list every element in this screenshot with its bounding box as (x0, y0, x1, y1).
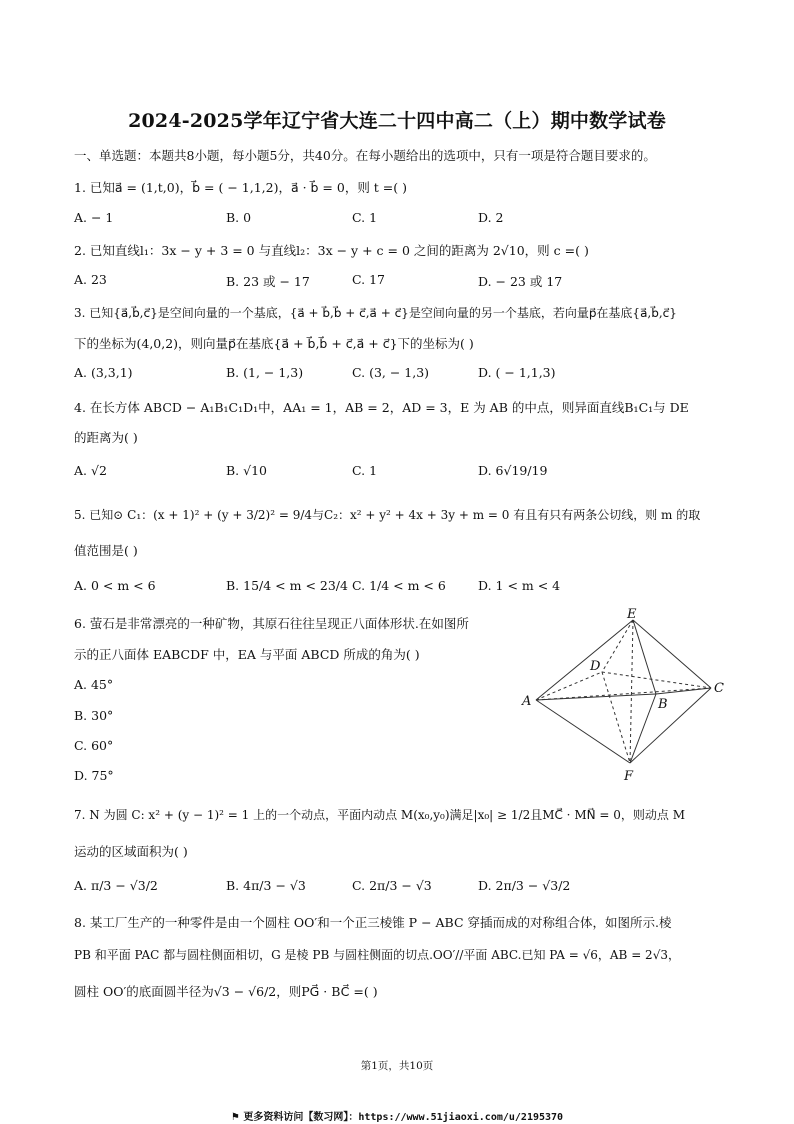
question-4-stem-line-1: 4. 在长方体 ABCD − A₁B₁C₁D₁中，AA₁ = 1，AB = 2，AD = 3，E 为 AB 的中点，则异面直线B₁C₁与 DE (74, 400, 689, 415)
question-8-stem-line-3: 圆柱 OO′的底面圆半径为√3 − √6/2，则PG⃗ · BC⃗ =( ) (74, 984, 378, 999)
page-footer: 第1页，共10页 (360, 1060, 434, 1072)
edge-af (536, 700, 630, 763)
question-6-option-d[interactable]: D. 75° (74, 768, 114, 783)
vertex-label-e: E (627, 608, 637, 622)
edge-bf (630, 694, 656, 763)
section-heading: 一、单选题：本题共8小题，每小题5分，共40分。在每小题给出的选项中，只有一项是符合题目要求的。 (74, 148, 656, 163)
question-7-stem-line-2: 运动的区域面积为( ) (74, 844, 188, 859)
question-6-stem-line-2: 示的正八面体 EABCDF 中，EA 与平面 ABCD 所成的角为( ) (74, 647, 420, 662)
question-1-option-d[interactable]: D. 2 (478, 210, 504, 225)
page-title: 2024-2025学年辽宁省大连二十四中高二（上）期中数学试卷 (128, 110, 666, 132)
question-3-option-b[interactable]: B. (1, − 1,3) (226, 365, 304, 380)
edge-df (602, 672, 630, 763)
edge-eb (633, 620, 656, 694)
question-8-stem-line-2: PB 和平面 PAC 都与圆柱侧面相切，G 是棱 PB 与圆柱侧面的切点.OO′//平面 ABC.已知 PA = √6，AB = 2√3， (74, 948, 680, 962)
question-5-option-c[interactable]: C. 1/4 < m < 6 (352, 578, 446, 593)
question-3-options (74, 365, 734, 383)
question-4-options (74, 463, 734, 481)
edge-ac (536, 688, 711, 700)
question-6-option-b[interactable]: B. 30° (74, 708, 114, 723)
question-5-options (74, 578, 734, 596)
edge-ef (630, 620, 633, 763)
question-2-option-a[interactable]: A. 23 (74, 272, 107, 287)
question-7-option-d[interactable]: D. 2π/3 − √3/2 (478, 878, 571, 893)
question-5-option-a[interactable]: A. 0 < m < 6 (74, 578, 156, 593)
promo-banner[interactable] (0, 1108, 794, 1123)
question-1-option-c[interactable]: C. 1 (352, 210, 378, 225)
question-7-stem-line-1: 7. N 为圆 C: x² + (y − 1)² = 1 上的一个动点，平面内动点 M(x₀,y₀)满足|x₀| ≥ 1/2且MC⃗ · MN⃗ = 0，则动点 M (74, 808, 685, 822)
question-2-option-c[interactable]: C. 17 (352, 272, 385, 287)
question-3-option-a[interactable]: A. (3,3,1) (74, 365, 133, 380)
vertex-label-a: A (522, 694, 532, 709)
question-4-option-b[interactable]: B. √10 (226, 463, 268, 478)
question-6-option-c[interactable]: C. 60° (74, 738, 114, 753)
vertex-label-d: D (590, 659, 601, 674)
question-5-stem-line-2: 值范围是( ) (74, 543, 138, 558)
question-8-stem-line-1: 8. 某工厂生产的一种零件是由一个圆柱 OO′和一个正三棱锥 P − ABC 穿插而成的对称组合体，如图所示.棱 (74, 915, 672, 930)
question-3-stem-line-1: 3. 已知{a⃗,b⃗,c⃗}是空间向量的一个基底，{a⃗ + b⃗,b⃗ + c⃗,a⃗ + c⃗}是空间向量的另一个基底，若向量p⃗在基底{a⃗,b⃗,c⃗} (74, 306, 677, 320)
question-5-option-d[interactable]: D. 1 < m < 4 (478, 578, 561, 593)
question-1-options (74, 210, 734, 228)
question-1-option-b[interactable]: B. 0 (226, 210, 252, 225)
edge-cf (630, 688, 711, 763)
question-6-option-a[interactable]: A. 45° (74, 677, 114, 692)
question-2-options (74, 272, 734, 290)
question-1-option-a[interactable]: A. − 1 (74, 210, 114, 225)
question-4-option-d[interactable]: D. 6√19/19 (478, 463, 548, 478)
question-3-stem-line-2: 下的坐标为(4,0,2)，则向量p⃗在基底{a⃗ + b⃗,b⃗ + c⃗,a⃗ + c⃗}下的坐标为( ) (74, 336, 474, 351)
octahedron-figure (520, 608, 740, 786)
edge-ed (602, 620, 633, 672)
question-5-option-b[interactable]: B. 15/4 < m < 23/4 (226, 578, 348, 593)
flag-icon: ⚑ (230, 1112, 244, 1123)
question-6-stem-line-1: 6. 萤石是非常漂亮的一种矿物，其原石往往呈现正八面体形状.在如图所 (74, 616, 469, 631)
question-5-stem-line-1: 5. 已知⊙ C₁：(x + 1)² + (y + 3/2)² = 9/4与C₂：x² + y² + 4x + 3y + m = 0 有且有只有两条公切线，则 m 的取 (74, 508, 701, 522)
vertex-label-c: C (714, 681, 724, 696)
vertex-label-f: F (624, 769, 634, 784)
question-7-option-c[interactable]: C. 2π/3 − √3 (352, 878, 432, 893)
question-2-option-d[interactable]: D. − 23 或 17 (478, 274, 563, 289)
question-3-option-c[interactable]: C. (3, − 1,3) (352, 365, 430, 380)
question-4-stem-line-2: 的距离为( ) (74, 430, 138, 445)
question-4-option-c[interactable]: C. 1 (352, 463, 378, 478)
question-3-option-d[interactable]: D. ( − 1,1,3) (478, 365, 556, 380)
question-7-option-a[interactable]: A. π/3 − √3/2 (74, 878, 158, 893)
promo-text[interactable]: 更多资料访问【数习网】：https://www.51jiaoxi.com/u/2195370 (243, 1112, 564, 1123)
vertex-label-b: B (658, 697, 668, 712)
question-7-options (74, 878, 734, 896)
question-1-stem: 1. 已知a⃗ = (1,t,0)，b⃗ = ( − 1,1,2)，a⃗ · b⃗ = 0，则 t =( ) (74, 180, 408, 195)
question-2-stem: 2. 已知直线l₁：3x − y + 3 = 0 与直线l₂：3x − y + c = 0 之间的距离为 2√10，则 c =( ) (74, 243, 589, 258)
question-2-option-b[interactable]: B. 23 或 − 17 (226, 274, 310, 289)
edge-ea (536, 620, 633, 700)
question-7-option-b[interactable]: B. 4π/3 − √3 (226, 878, 306, 893)
question-4-option-a[interactable]: A. √2 (74, 463, 107, 478)
